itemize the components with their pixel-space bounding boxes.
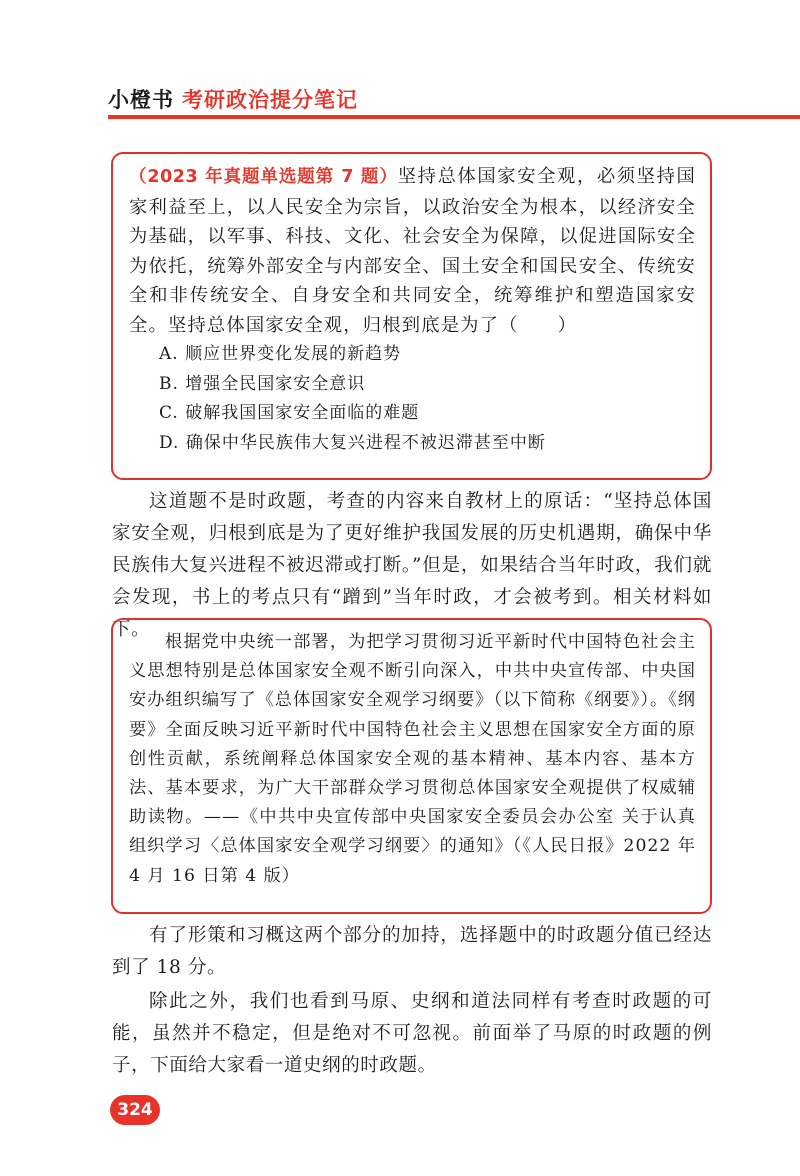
question-stem: 坚持总体国家安全观，必须坚持国家利益至上，以人民安全为宗旨，以政治安全为根本，以经济安全为基础，以军事、科技、文化、社会安全为保障，以促进国际安全为依托，统筹外部安全与内部安全、国土安全和国民安全、传统安全和非传统安全、自身安全和共同安全，统筹维护和塑造国家安全。坚持总体国家安全观，归根到底是为了（ ） (129, 166, 696, 336)
conclusion-paragraph: 除此之外，我们也看到马原、史纲和道法同样有考查时政题的可能，虽然并不稳定，但是绝对不可忽视。前面举了马原的时政题的例子，下面给大家看一道史纲的时政题。 (112, 991, 712, 1076)
option-b: B. 增强全民国家安全意识 (159, 373, 366, 394)
option-c: C. 破解我国国家安全面临的难题 (159, 403, 420, 423)
score-paragraph: 有了形策和习概这两个部分的加持，选择题中的时政题分值已经达到了 18 分。 (112, 925, 712, 978)
brand-name: 小橙书 (108, 88, 174, 112)
question-text (129, 162, 696, 340)
material-box (111, 618, 712, 914)
page-number-badge: 324 (110, 1095, 160, 1125)
brand-subtitle: 考研政治提分笔记 (182, 88, 358, 112)
analysis-paragraph: 这道题不是时政题，考查的内容来自教材上的原话：“坚持总体国家安全观，归根到底是为了更好维护我国发展的历史机遇期，确保中华民族伟大复兴进程不被迟滞或打断。”但是，如果结合当年时政，我们就会发现，书上的考点只有“蹭到”当年时政，才会被考到。相关材料如下。 (112, 491, 712, 640)
material-text: 根据党中央统一部署，为把学习贯彻习近平新时代中国特色社会主义思想特别是总体国家安全观不断引向深入，中共中央宣传部、中央国安办组织编写了《总体国家安全观学习纲要》（以下简称《纲要》）。《纲要》全面反映习近平新时代中国特色社会主义思想在国家安全方面的原创性贡献，系统阐释总体国家安全观的基本精神、基本内容、基本方法、基本要求，为广大干部群众学习贯彻总体国家安全观提供了权威辅助读物。——《中共中央宣传部中央国家安全委员会办公室 关于认真组织学习〈总体国家安全观学习纲要〉的通知》（《人民日报》2022 年 4 月 16 日第 4 版） (129, 632, 696, 886)
header-divider (108, 115, 800, 119)
question-tag: （2023 年真题单选题第 7 题） (129, 167, 398, 187)
page-header (108, 84, 358, 114)
question-box (111, 152, 712, 480)
option-list (129, 340, 696, 458)
option-a: A. 顺应世界变化发展的新趋势 (159, 344, 402, 364)
option-d: D. 确保中华民族伟大复兴进程不被迟滞甚至中断 (159, 432, 546, 453)
